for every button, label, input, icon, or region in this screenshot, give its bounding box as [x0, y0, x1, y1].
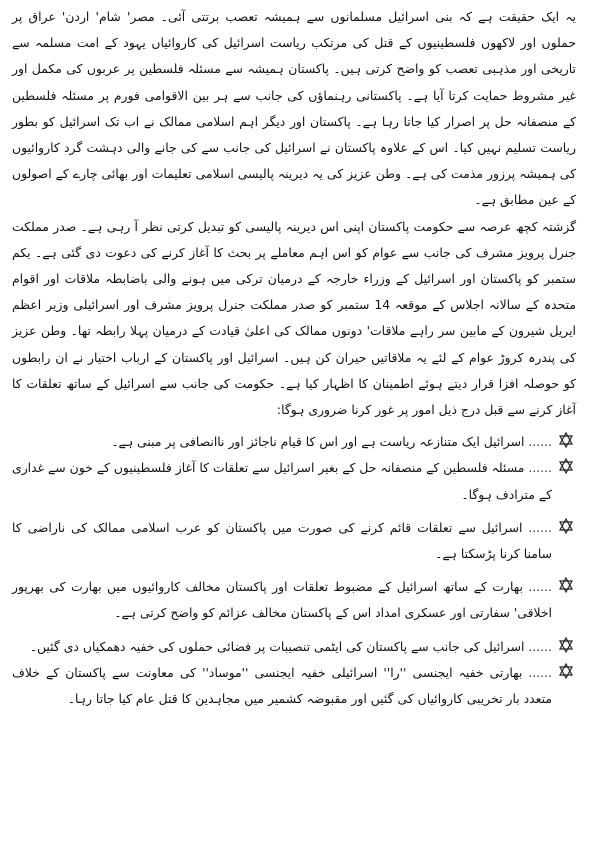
list-item-text: بھارتی خفیہ ایجنسی ''را'' اسرائیلی خفیہ ایجنسی ''موساد'' کی معاونت سے پاکستان کے خلاف متعدد بار تخریبی کاروائیاں کی گئیں اور مقبوضہ کشمیر میں مجاہدین کا قتل عام کیا جاتا رہا۔: [12, 664, 552, 707]
list-item: [12, 660, 576, 712]
dots-leader: ......: [528, 460, 552, 476]
list-item: [12, 455, 576, 507]
star-of-david-icon: [558, 637, 574, 653]
list-item-text: بھارت کے ساتھ اسرائیل کے مضبوط تعلقات اور پاکستان مخالف کاروائیوں میں بھارت کی بھرپور اخلاقی' سفارتی اور عسکری امداد اس کے پاکستان مخالف عزائم کو واضح کرتی ہے۔: [12, 579, 552, 621]
list-item-text: اسرائیل ایک متنازعہ ریاست ہے اور اس کا قیام ناجائز اور ناانصافی پر مبنی ہے۔: [111, 434, 525, 450]
list-item-text: اسرائیل سے تعلقات قائم کرنے کی صورت میں پاکستان کو عرب اسلامی ممالک کی ناراضی کا سامنا کرنا پڑسکتا ہے۔: [12, 519, 552, 562]
paragraph-policy-change: گزشتہ کچھ عرصہ سے حکومت پاکستان اپنی اس دیرینہ پالیسی کو تبدیل کرتی نظر آ رہی ہے۔ صدر مملکت جنرل پرویز مشرف کی جانب سے عوام کو اس اہم معاملے پر بحث کا آغاز کرنے کی دعوت دی گئی ہے۔ یکم ستمبر کو پاکستان اور اسرائیل کے وزراء خارجہ کے درمیان ترکی میں ہونے والی باضابطہ ملاقات اور اقوام متحدہ کے سالانہ اجلاس کے موقعہ 14 ستمبر کو صدر مملکت جنرل پرویز مشرف اور اسرائیلی وزیر اعظم ایریل شیرون کے مابین سر راہے ملاقات' دونوں ممالک کی اعلیٰ قیادت کے درمیان پہلا رابطہ تھا۔ وطن عزیز کی پندرہ کروڑ عوام کے لئے یہ ملاقاتیں حیران کن ہیں۔ اسرائیل اور پاکستان کے ارباب اختیار نے ان رابطوں کو حوصلہ افزا قرار دیتے ہوئے اطمینان کا اظہار کیا ہے۔ حکومت کی جانب سے اسرائیل کے ساتھ تعلقات کا آغاز کرنے سے قبل درج ذیل امور پر غور کرنا ضروری ہوگا:: [12, 218, 576, 418]
dots-leader: ......: [528, 434, 552, 450]
star-of-david-icon: [558, 432, 574, 448]
dots-leader: ......: [528, 579, 552, 595]
list-item: [12, 634, 576, 660]
dots-leader: ......: [528, 664, 552, 680]
list-item: [12, 574, 576, 626]
star-of-david-icon: [558, 577, 574, 593]
star-of-david-icon: [558, 518, 574, 534]
list-item: [12, 429, 576, 455]
considerations-list: [12, 429, 576, 712]
star-of-david-icon: [558, 663, 574, 679]
star-of-david-icon: [558, 458, 574, 474]
list-item: [12, 515, 576, 567]
dots-leader: ......: [528, 519, 552, 535]
list-item-text: مسئلہ فلسطین کے منصفانہ حل کے بغیر اسرائیل سے تعلقات کا آغاز فلسطینیوں کے خون سے غداری کے مترادف ہوگا۔: [12, 460, 552, 502]
paragraph-intro: یہ ایک حقیقت ہے کہ بنی اسرائیل مسلمانوں سے ہمیشہ تعصب برتتی آئی۔ مصر' شام' اردن' عراق پر حملوں اور لاکھوں فلسطینیوں کے قتل کی مرتکب ریاست اسرائیل کی کاروائیاں یہود کے امت مسلمہ سے تاریخی اور مذہبی تعصب کو واضح کرتی ہیں۔ پاکستان ہمیشہ سے مسئلہ فلسطین پر عربوں کی مکمل اور غیر مشروط حمایت کرتا آیا ہے۔ پاکستانی رہنماؤں کی جانب سے ہر بین الاقوامی فورم پر مسئلہ فلسطین کے منصفانہ حل پر اصرار کیا جاتا رہا ہے۔ پاکستان اور دیگر اہم اسلامی ممالک نے اب تک اسرائیل کو بطور ریاست تسلیم نہیں کیا۔ اس کے علاوہ پاکستان نے اسرائیل کی جانب سے کی جانے والی دہشت گرد کاروائیوں کی ہمیشہ پرزور مذمت کی ہے۔ وطن عزیز کی یہ دیرینہ پالیسی اسلامی تعلیمات اور بھائی چارے کے اصولوں کے عین مطابق ہے۔: [12, 9, 576, 208]
dots-leader: ......: [528, 638, 552, 654]
list-item-text: اسرائیل کی جانب سے پاکستان کی ایٹمی تنصیبات پر فضائی حملوں کی خفیہ دھمکیاں دی گئیں۔: [29, 638, 525, 654]
